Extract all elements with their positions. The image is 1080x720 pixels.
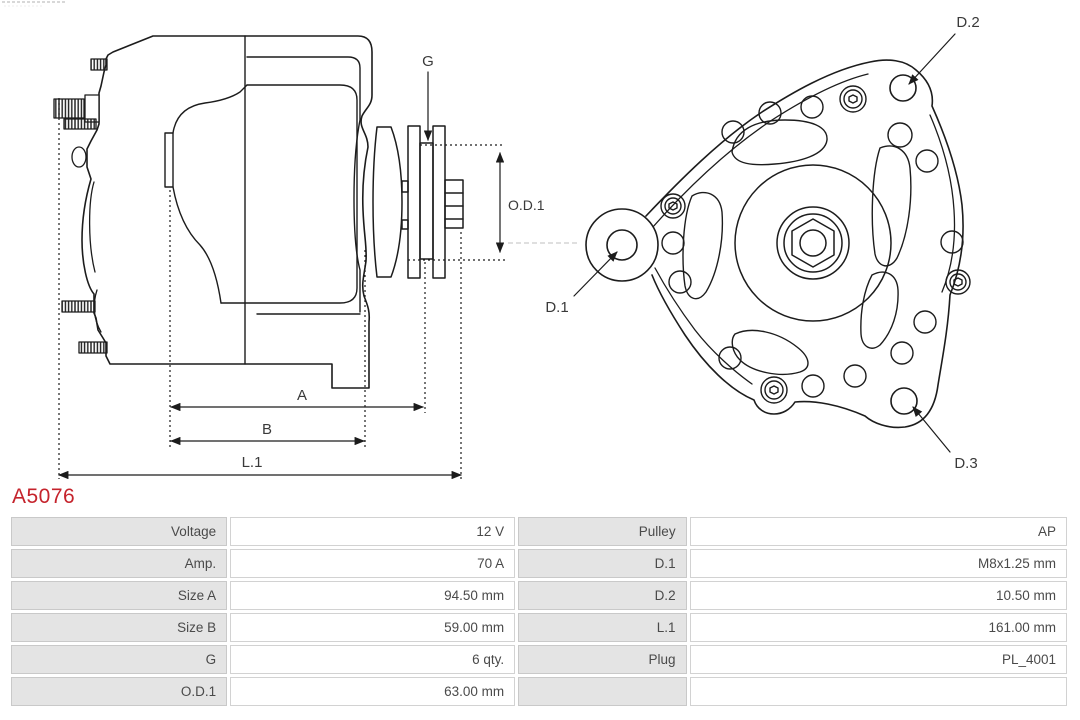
- extension-lines: [59, 98, 505, 479]
- pulley-side-view: [373, 126, 463, 278]
- hole-d2: [890, 75, 916, 101]
- spec-value: 63.00 mm: [230, 677, 515, 706]
- spec-table: [8, 514, 1070, 709]
- spec-label: Size B: [11, 613, 227, 642]
- spec-row: [11, 549, 1067, 578]
- spec-value: 94.50 mm: [230, 581, 515, 610]
- spec-value: 10.50 mm: [690, 581, 1067, 610]
- spec-label: Pulley: [518, 517, 686, 546]
- dim-label-od1: O.D.1: [508, 197, 545, 213]
- spec-value: 59.00 mm: [230, 613, 515, 642]
- spec-value: M8x1.25 mm: [690, 549, 1067, 578]
- side-view-body-outline: [82, 36, 372, 388]
- spec-label: Plug: [518, 645, 686, 674]
- dim-label-a: A: [296, 387, 308, 404]
- leader-d2: [909, 34, 955, 84]
- front-view-drawing: [545, 14, 979, 472]
- mounting-ear-d1: [586, 209, 658, 281]
- spec-row: [11, 645, 1067, 674]
- dim-label-l1: L.1: [241, 454, 263, 471]
- leader-d3: [913, 407, 950, 452]
- spec-row: [11, 677, 1067, 706]
- hole-d3: [891, 388, 917, 414]
- spec-value: 12 V: [230, 517, 515, 546]
- vent-slots: [683, 120, 911, 374]
- spec-value: 161.00 mm: [690, 613, 1067, 642]
- spec-value: AP: [690, 517, 1067, 546]
- spec-label: L.1: [518, 613, 686, 642]
- spec-label: Voltage: [11, 517, 227, 546]
- side-view-drawing: [54, 36, 545, 479]
- dimension-lines: [59, 72, 500, 475]
- label-d1: D.1: [545, 299, 569, 316]
- spec-label: O.D.1: [11, 677, 227, 706]
- spec-label: Size A: [11, 581, 227, 610]
- spec-value: 70 A: [230, 549, 515, 578]
- stud-mount-block: [85, 95, 99, 122]
- dim-label-b: B: [261, 421, 273, 438]
- spec-label: Amp.: [11, 549, 227, 578]
- spec-value: 6 qty.: [230, 645, 515, 674]
- spec-label: D.1: [518, 549, 686, 578]
- spec-label: G: [11, 645, 227, 674]
- spec-row: [11, 581, 1067, 610]
- spec-value: PL_4001: [690, 645, 1067, 674]
- screw-heads: [661, 86, 970, 403]
- scan-artifact: [2, 2, 66, 6]
- spec-row: [11, 613, 1067, 642]
- label-d2: D.2: [956, 14, 980, 31]
- rotor-hub: [735, 165, 891, 321]
- spec-label: [518, 677, 686, 706]
- spec-value: [690, 677, 1067, 706]
- vent-holes: [662, 96, 963, 397]
- dim-label-g: G: [422, 53, 434, 70]
- rear-terminal-knob: [72, 147, 86, 167]
- spec-label: D.2: [518, 581, 686, 610]
- spec-row: [11, 517, 1067, 546]
- part-number: A5076: [12, 485, 76, 508]
- label-d3: D.3: [954, 455, 978, 472]
